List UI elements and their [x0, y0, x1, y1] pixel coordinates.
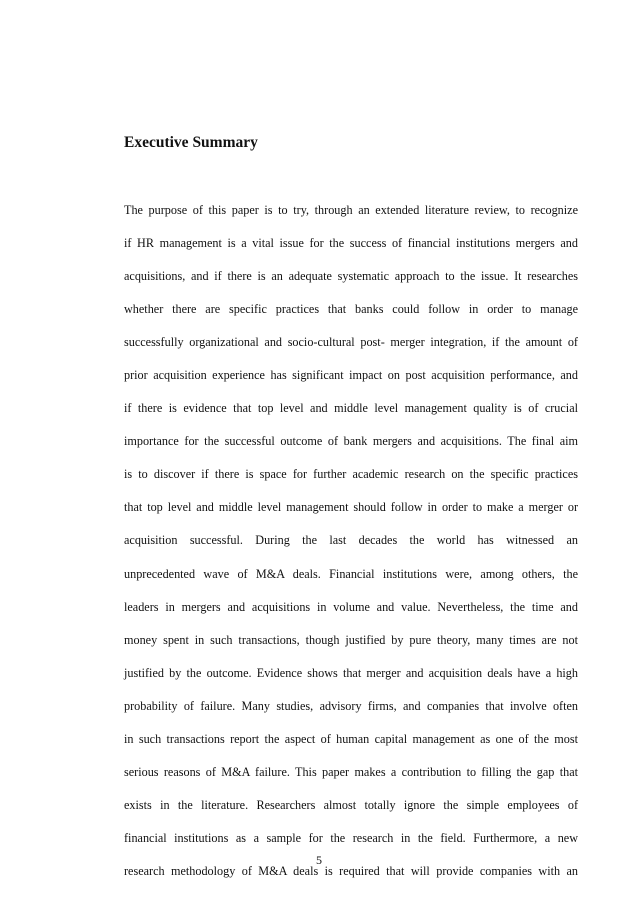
paragraph-line: probability of failure. Many studies, advisory firms, and companies that involve often [124, 698, 578, 713]
paragraph-line: that top level and middle level management should follow in order to make a merger or [124, 500, 578, 515]
paragraph-line: if HR management is a vital issue for the success of financial institutions mergers and [124, 236, 578, 251]
body-paragraph [124, 200, 578, 894]
paragraph-line: leaders in mergers and acquisitions in volume and value. Nevertheless, the time and [124, 599, 578, 614]
paragraph-line: The purpose of this paper is to try, through an extended literature review, to recognize [124, 203, 578, 217]
paragraph-line: justified by the outcome. Evidence shows that merger and acquisition deals have a high [124, 665, 578, 680]
paragraph-line: exists in the literature. Researchers almost totally ignore the simple employees of [124, 797, 578, 812]
section-heading: Executive Summary [124, 134, 258, 151]
paragraph-line: money spent in such transactions, though justified by pure theory, many times are not [124, 632, 578, 647]
paragraph-line: successfully organizational and socio-cultural post- merger integration, if the amount of [124, 335, 578, 350]
paragraph-line: whether there are specific practices that banks could follow in order to manage [124, 302, 578, 317]
paragraph-line: financial institutions as a sample for the research in the field. Furthermore, a new [124, 830, 578, 845]
paragraph-line: acquisition successful. During the last decades the world has witnessed an [124, 533, 578, 548]
paragraph-line: unprecedented wave of M&A deals. Financial institutions were, among others, the [124, 566, 578, 581]
paragraph-line: prior acquisition experience has significant impact on post acquisition performance, and [124, 368, 578, 383]
paragraph-line: is to discover if there is space for further academic research on the specific practices [124, 467, 578, 482]
paragraph-line: acquisitions, and if there is an adequate systematic approach to the issue. It researches [124, 269, 578, 284]
paragraph-line: importance for the successful outcome of bank mergers and acquisitions. The final aim [124, 434, 578, 449]
paragraph-line: in such transactions report the aspect of human capital management as one of the most [124, 731, 578, 746]
paragraph-line: if there is evidence that top level and middle level management quality is of crucial [124, 401, 578, 416]
paragraph-line: serious reasons of M&A failure. This paper makes a contribution to filling the gap that [124, 764, 578, 779]
page-number: 5 [316, 853, 322, 867]
paragraph-line: research methodology of M&A deals is required that will provide companies with an [124, 863, 578, 878]
